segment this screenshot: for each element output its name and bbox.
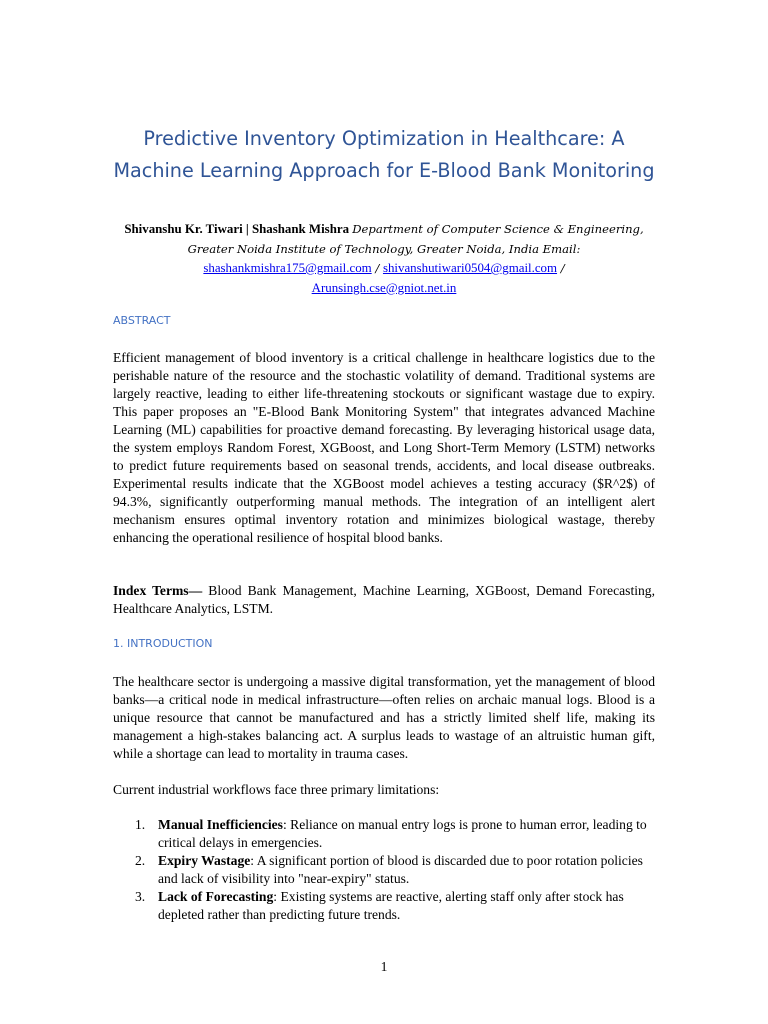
list-item-number: 3. bbox=[135, 889, 146, 904]
abstract-text: Efficient management of blood inventory is a critical challenge in healthcare logistics due to the perishable nature of the resource and the stochastic volatility of demand. Traditional systems are largely reactive, leading to either life-threatening stockouts or significant wastage due to expiry. This paper proposes an "E-Blood Bank Monitoring System" that integrates advanced Machine Learning (ML) capabilities for proactive demand forecasting. By leveraging historical usage data, the system employs Random Forest, XGBoost, and Long Short-Term Memory (LSTM) networks to predict future requirements based on seasonal trends, accidents, and local disease outbreaks. Experimental results indicate that the XGBoost model achieves a testing accuracy ($R^2$) of 94.3%, significantly outperforming manual methods. The integration of an intelligent alert mechanism ensures optimal inventory rotation and minimizes biological wastage, thereby enhancing the operational resilience of hospital blood banks. bbox=[113, 350, 655, 545]
list-item-number: 2. bbox=[135, 853, 146, 868]
email-link-2[interactable]: shivanshutiwari0504@gmail.com bbox=[382, 261, 558, 275]
list-item-text: : A significant portion of blood is discarded due to poor rotation policies and lack of visibility into "near-expiry" status. bbox=[158, 853, 643, 886]
index-terms-text: Blood Bank Management, Machine Learning, XGBoost, Demand Forecasting, Healthcare Analytics, LSTM. bbox=[113, 583, 655, 616]
index-terms bbox=[113, 582, 655, 618]
page-number: 1 bbox=[380, 959, 388, 974]
affiliation-line-2: Greater Noida Institute of Technology, Greater Noida, India Email: bbox=[187, 241, 581, 256]
list-item-text: : Existing systems are reactive, alerting staff only after stock has depleted rather than predicting future trends. bbox=[158, 889, 624, 922]
limitations-list bbox=[113, 816, 655, 924]
index-terms-label: Index Terms— bbox=[113, 583, 203, 598]
introduction-heading: 1. INTRODUCTION bbox=[113, 637, 213, 650]
list-item-number: 1. bbox=[135, 817, 146, 832]
email-link-3[interactable]: Arunsingh.cse@gniot.net.in bbox=[311, 280, 457, 295]
list-item bbox=[113, 888, 655, 924]
title-line-2: Machine Learning Approach for E-Blood Bank Monitoring bbox=[113, 159, 655, 182]
abstract-heading: ABSTRACT bbox=[113, 314, 171, 327]
author-block bbox=[103, 220, 665, 298]
author-names: Shivanshu Kr. Tiwari | Shashank Mishra bbox=[124, 222, 350, 236]
list-item bbox=[113, 816, 655, 852]
list-item-text: : Reliance on manual entry logs is prone to human error, leading to critical delays in emergencies. bbox=[158, 817, 647, 850]
email-separator-2: / bbox=[557, 261, 565, 275]
email-link-1[interactable]: shashankmishra175@gmail.com bbox=[203, 261, 372, 275]
introduction-paragraph-1: The healthcare sector is undergoing a massive digital transformation, yet the management of blood banks—a critical node in medical infrastructure—often relies on archaic manual logs. Blood is a unique resource that cannot be manufactured and has a strictly limited shelf life, making its management a high-stakes balancing act. A surplus leads to wastage of an altruistic human gift, while a shortage can lead to mortality in trauma cases. bbox=[113, 674, 655, 761]
affiliation-line-1: Department of Computer Science & Engineering, bbox=[352, 222, 644, 236]
list-item-term: Manual Inefficiencies bbox=[158, 817, 283, 832]
list-item-term: Lack of Forecasting bbox=[158, 889, 274, 904]
introduction-paragraph-2: Current industrial workflows face three primary limitations: bbox=[113, 782, 440, 797]
list-item bbox=[113, 852, 655, 888]
list-item-term: Expiry Wastage bbox=[158, 853, 251, 868]
title-line-1: Predictive Inventory Optimization in Healthcare: A bbox=[143, 127, 625, 150]
paper-title bbox=[113, 123, 655, 187]
email-separator-1: / bbox=[371, 261, 383, 275]
